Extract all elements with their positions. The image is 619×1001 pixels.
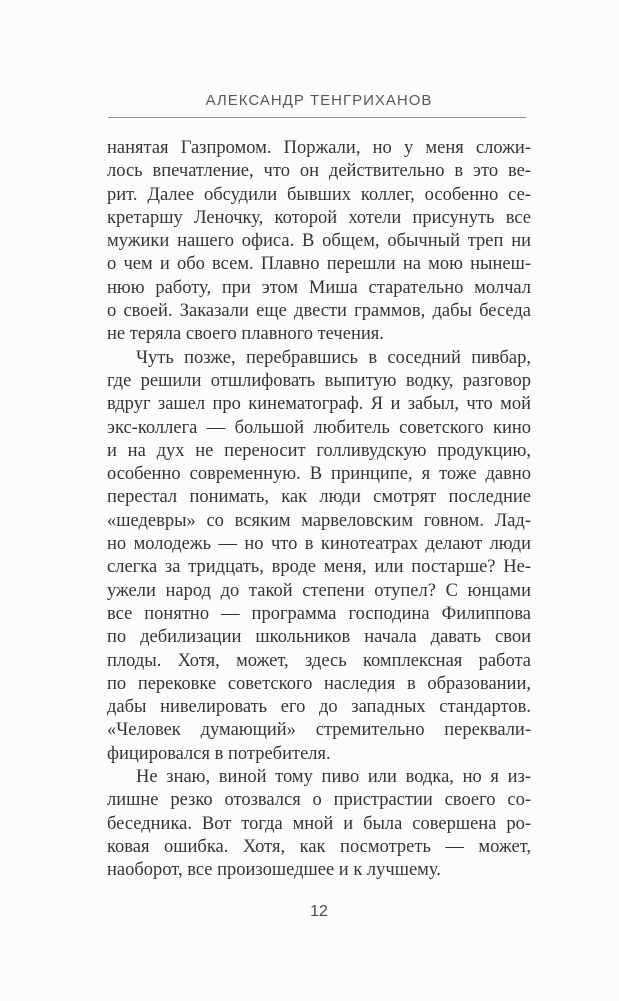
text-line: ужели народ до такой степени отупел? С юнцами bbox=[107, 580, 531, 601]
header-rule bbox=[108, 117, 526, 118]
text-line: рит. Далее обсудили бывших коллег, особенно се- bbox=[107, 184, 531, 205]
text-line: но молодежь — но что в кинотеатрах делают люди bbox=[107, 534, 531, 555]
text-line: беседника. Вот тогда мной и была совершена ро- bbox=[107, 813, 531, 834]
text-line: о чем и обо всем. Плавно перешли на мою нынеш- bbox=[107, 254, 531, 275]
text-line: о своей. Заказали еще двести граммов, дабы беседа bbox=[107, 301, 531, 322]
text-line: по дебилизации школьников начала давать свои bbox=[107, 627, 531, 648]
text-line: лось впечатление, что он действительно в это ве- bbox=[107, 161, 531, 182]
text-line: где решили отшлифовать выпитую водку, разговор bbox=[107, 370, 531, 391]
text-line: лишне резко отозвался о пристрастии своего со- bbox=[107, 790, 531, 811]
text-line: наоборот, все произошедшее и к лучшему. bbox=[107, 860, 441, 881]
text-line: ковая ошибка. Хотя, как посмотреть — может, bbox=[107, 836, 531, 857]
text-line: особенно современную. В принципе, я тоже давно bbox=[107, 464, 531, 485]
text-line: Не знаю, виной тому пиво или водка, но я из- bbox=[136, 767, 531, 788]
text-line: плоды. Хотя, может, здесь комплексная работа bbox=[107, 650, 531, 671]
page-text bbox=[107, 137, 531, 883]
text-line: и на дух не переносит голливудскую продукцию, bbox=[107, 440, 531, 461]
text-line: «Человек думающий» стремительно переквали- bbox=[107, 720, 531, 741]
text-line: все понятно — программа господина Филиппова bbox=[107, 603, 531, 624]
text-line: дабы нивелировать его до западных стандартов. bbox=[107, 697, 531, 718]
text-line: вдруг зашел про кинематограф. Я и забыл, что мой bbox=[107, 394, 531, 415]
text-line: мужики нашего офиса. В общем, обычный треп ни bbox=[107, 231, 531, 252]
text-line: нанятая Газпромом. Поржали, но у меня сложи- bbox=[107, 138, 531, 158]
running-header-author: АЛЕКСАНДР ТЕНГРИХАНОВ bbox=[205, 92, 433, 109]
text-line: экс-коллега — большой любитель советского кино bbox=[107, 417, 531, 438]
text-line: слегка за тридцать, вроде меня, или постарше? Не- bbox=[107, 557, 531, 578]
page-number: 12 bbox=[310, 903, 328, 920]
text-line: нюю работу, при этом Миша старательно молчал bbox=[107, 277, 531, 298]
text-line: по перековке советского наследия в образовании, bbox=[107, 673, 531, 694]
text-line: перестал понимать, как люди смотрят последние bbox=[107, 487, 531, 508]
text-line: не теряла своего плавного течения. bbox=[107, 324, 384, 345]
text-line: «шедевры» со всяким марвеловским говном. Лад- bbox=[107, 510, 531, 531]
text-line: кретаршу Леночку, которой хотели присунуть все bbox=[107, 207, 531, 228]
text-line: Чуть позже, перебравшись в соседний пивбар, bbox=[136, 347, 531, 368]
text-line: фицировался в потребителя. bbox=[107, 743, 331, 764]
